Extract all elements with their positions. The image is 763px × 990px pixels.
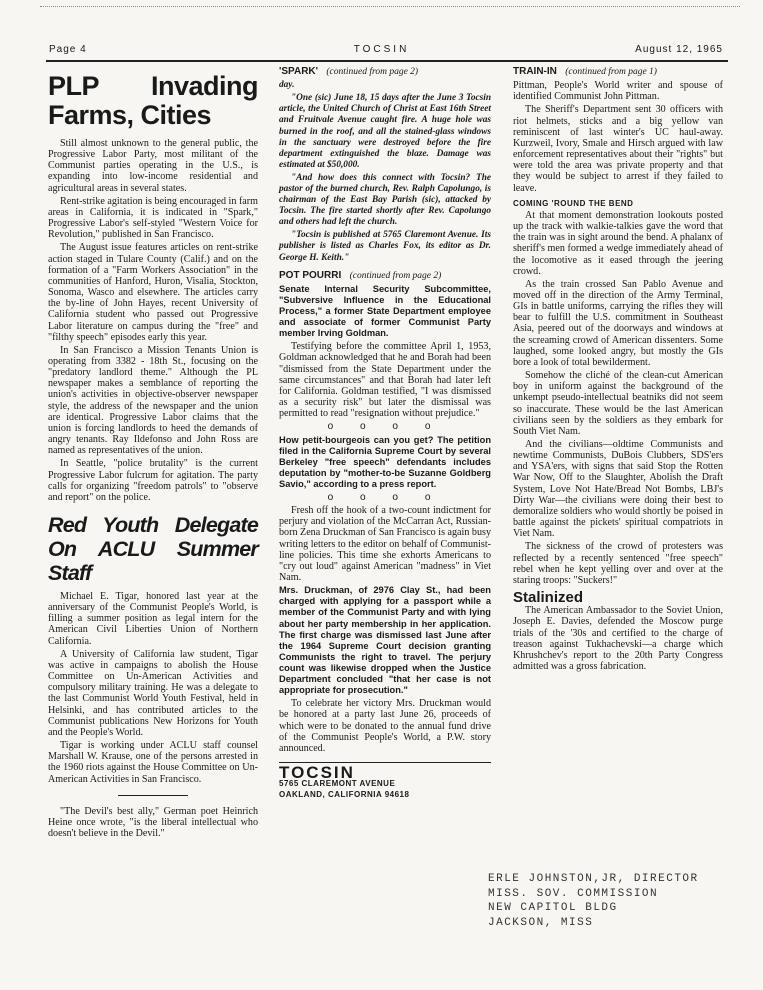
- potpourri-paragraph: Fresh off the hook of a two-count indictment for perjury and violation of the McCarran Act, Russian-born Zena Druckman of San Francisco is again busy writing letters to the editor on behalf of Communist-line policies. This time she exhorts Americans to "cry out loud" against American "madness" in Viet Nam.: [279, 505, 491, 584]
- spark-paragraph: "And how does this connect with Tocsin? The pastor of the burned church, Rev. Ralph Capolungo, is chairman of the East Bay Parish (sic), attacked by Tocsin. The fire started shortly after Rev. Capolungo and others had left the church.: [279, 172, 491, 228]
- train-subhead: COMING 'ROUND THE BEND: [513, 198, 634, 208]
- header-rule: [46, 60, 728, 62]
- spark-kicker: [279, 66, 491, 78]
- mailing-line: ERLE JOHNSTON,JR, DIRECTOR: [488, 873, 699, 885]
- spark-paragraph: "One (sic) June 18, 15 days after the June 3 Tocsin article, the United Church of Christ at East 16th Street and Fruitvale Avenue caught fire. A huge hole was burned in the roof, and all the stained-glass windows in the sanctuary were destroyed before the fire department extinguished the blaze. Damage was estimated at $50,000.: [279, 93, 491, 170]
- plp-paragraph: The August issue features articles on rent-strike action staged in Tulare County (Calif.) and on the formation of a "Farm Workers Association" in the communities of Hanford, Huron, Visalia, Stockton, Sonoma, Wasco and elsewhere. The articles carry the by-line of John Hayes, recent University of California student who passed out Progressive Labor literature on campus during the "free" and "filthy speech" episodes early this year.: [48, 242, 258, 343]
- publisher-address: [279, 762, 491, 800]
- ryd-headline: Red Youth Delegate On ACLU Summer Staff: [48, 513, 258, 585]
- page-number: Page 4: [49, 44, 87, 55]
- short-divider: [118, 795, 188, 796]
- plp-paragraph: Still almost unknown to the general public, the Progressive Labor Party, most militant of the Communist parties operating in the U.S., is expanding into low-income residential and agricultural areas in several states.: [48, 138, 258, 194]
- ryd-paragraph: A University of California law student, Tigar was active in campaigns to abolish the House Committee on Un-American Activities and compulsory military training. He was a delegate to the last Communist World Youth Festival, held in Helsinki, and has contributed articles to the Communist publications New Horizons for Youth and the People's World.: [48, 648, 258, 738]
- stalinized-paragraph: The American Ambassador to the Soviet Union, Joseph E. Davies, defended the Moscow purge trials of the '30s and certified to the charge of treason against Tukhachevski—a charge which Khrushchev's report to the 20th Party Congress admitted was a gross fabrication.: [513, 605, 723, 672]
- train-paragraph: Somehow the cliché of the clean-cut American boy in uniform against the background of the unkempt pseudo-intellectual beatniks did not seem so inaccurate. These would be the last American civilians seen by the soldiers as they embark for South Viet Nam.: [513, 370, 723, 437]
- ryd-paragraph: Tigar is working under ACLU staff counsel Marshall W. Krause, one of the persons arrested in the 1960 riots against the House Committee on Un-American Activities in San Francisco.: [48, 740, 258, 785]
- mailing-line: MISS. SOV. COMMISSION: [488, 887, 659, 900]
- train-label: TRAIN-IN: [513, 66, 557, 77]
- potpourri-paragraph: Testifying before the committee April 1, 1953, Goldman acknowledged that he and Borah had been "dismissed from the State Department under the same circumstances" and that Borah had later left for California. Goldman testified, "I was dismissed as a security risk" but later the dismissal was permitted to read "resignation without prejudice.": [279, 341, 491, 420]
- train-continued: (continued from page 1): [565, 67, 657, 77]
- train-kicker: [513, 66, 723, 78]
- plp-paragraph: Rent-strike agitation is being encouraged in farm areas in California, it is indicated in "Spark," Progressive Labor's self-styled "Western Voice for Revolution," published in San Francisco.: [48, 195, 258, 241]
- spark-paragraph: "Tocsin is published at 5765 Claremont Avenue. Its publisher is listed as Charles Fox, its editor as Dr. George H. Keith.": [279, 230, 491, 263]
- column-middle: [279, 66, 491, 800]
- spark-continued: (continued from page 2): [326, 67, 419, 77]
- mailing-line: JACKSON, MISS: [488, 916, 594, 929]
- potpourri-label: POT POURRI: [279, 269, 342, 281]
- mailing-line: NEW CAPITOL BLDG: [488, 902, 618, 914]
- train-paragraph: At that moment demonstration lookouts posted up the track with walkie-talkies gave the word that the train was in sight around the bend. A phalanx of sheriff's men formed a wedge immediately ahead of the locomotive as it eased through the jeering crowd.: [513, 209, 723, 277]
- plp-paragraph: In San Francisco a Mission Tenants Union is operating from 3382 - 18th St., focusing on the "predatory landlord theme." Although the PL newspaper makes a semblance of reporting the union's activities in objective-observer newspaper style, the address of the newspaper and the union are identical. Progressive Labor claims that the union is forcing landlords to heed the demands of angry tenants. Ray Ildefonso and John Ross are named as representatives of the union.: [48, 344, 258, 457]
- column-left: [48, 66, 258, 841]
- spark-paragraph: day.: [279, 80, 295, 91]
- plp-paragraph: In Seattle, "police brutality" is the current Progressive Labor fulcrum for agitation. The party calls for organizing "freedom patrols" to "observe and report" on the police.: [48, 458, 258, 503]
- potpourri-continued: (continued from page 2): [349, 270, 442, 281]
- stalinized-headline: Stalinized: [513, 589, 584, 607]
- ryd-paragraph: Michael E. Tigar, honored last year at the anniversary of the Communist People's World, is filling a summer position as legal intern for the American Civil Liberties Union of Northern California.: [48, 591, 258, 647]
- address-name: TOCSIN: [279, 762, 355, 782]
- potpourri-lead: Senate Internal Security Subcommittee, "Subversive Influence in the Educational Process," a former State Department employee and associate of former Communist Party member Irving Goldman.: [279, 283, 491, 339]
- train-paragraph: And the civilians—oldtime Communists and newtime Communists, DuBois Clubbers, SDS'ers and YSA'ers, with signs that said Stop the Rotten War Now, Off to the Slaughter, Abolish the Draft System, Love Not Hate/Bread Not Bombs, LBJ's Dirty War—the civilians were doing their best to demoralize soldiers who would shortly be poised in battle against the pickets' spiritual compatriots in Viet Nam.: [513, 439, 723, 540]
- potpourri-lead: How petit-bourgeois can you get? The petition filed in the California Supreme Court by several Berkeley "free speech" defendants includes deputation by "mother-to-be Suzanne Goldberg Savio," according to a press report.: [279, 434, 491, 489]
- spark-label: 'SPARK': [279, 66, 319, 77]
- top-dotted-rule: [40, 6, 740, 7]
- train-paragraph: The sickness of the crowd of protesters was reflected by a recently sentenced "free speech" rebel when he kept yelling over and over at the staring troops: "Suckers!": [513, 541, 723, 586]
- mailing-label: [488, 872, 699, 930]
- column-right: [513, 66, 723, 674]
- train-paragraph: As the train crossed San Pablo Avenue and moved off in the direction of the Army Terminal, GIs in battle uniforms, carrying the rifles they will bear to fulfill the U.S. commitment in Southeast Asia, peered out of the doorways and windows at the screaming crowd of American dissenters. Some laughed, some looked angry, but mostly the GIs bore a look of total bewilderment.: [513, 278, 723, 368]
- address-city: OAKLAND, CALIFORNIA 94618: [279, 790, 410, 800]
- train-paragraph: The Sheriff's Department sent 30 officers with riot helmets, sticks and a big yellow van reminiscent of last winter's UC haul-away. Kurzweil, Ivory, Smale and Hirsch argued with law enforcement representatives about their "rights" but were told the area was private property and that they would be subject to arrest if they failed to leave.: [513, 104, 723, 194]
- potpourri-lead: Mrs. Druckman, of 2976 Clay St., had been charged with applying for a passport while a member of the Communist Party and with lying about her party membership in her application. The first charge was dismissed last June after the 1964 Supreme Court decision granting Communists the right to travel. The perjury count was likewise dropped when the Justice Department concluded "that her case is not appropriate for prosecution.": [279, 585, 491, 696]
- issue-date: August 12, 1965: [635, 44, 723, 55]
- separator-dots: o o o o: [327, 421, 443, 433]
- plp-headline: PLP Invading Farms, Cities: [48, 71, 258, 130]
- potpourri-kicker: [279, 270, 491, 282]
- masthead-title: TOCSIN: [353, 44, 410, 55]
- potpourri-paragraph: To celebrate her victory Mrs. Druckman would be honored at a party last June 26, proceeds of which were to be donated to the annual fund drive of the Communist People's World, a P.W. story announced.: [279, 698, 491, 754]
- train-paragraph: Pittman, People's World writer and spouse of identified Communist John Pittman.: [513, 80, 723, 103]
- heine-quote: "The Devil's best ally," German poet Heinrich Heine once wrote, "is the liberal intellectual who doesn't believe in the Devil.": [48, 805, 258, 839]
- address-street: 5765 CLAREMONT AVENUE: [279, 779, 396, 789]
- separator-dots: o o o o: [327, 492, 443, 503]
